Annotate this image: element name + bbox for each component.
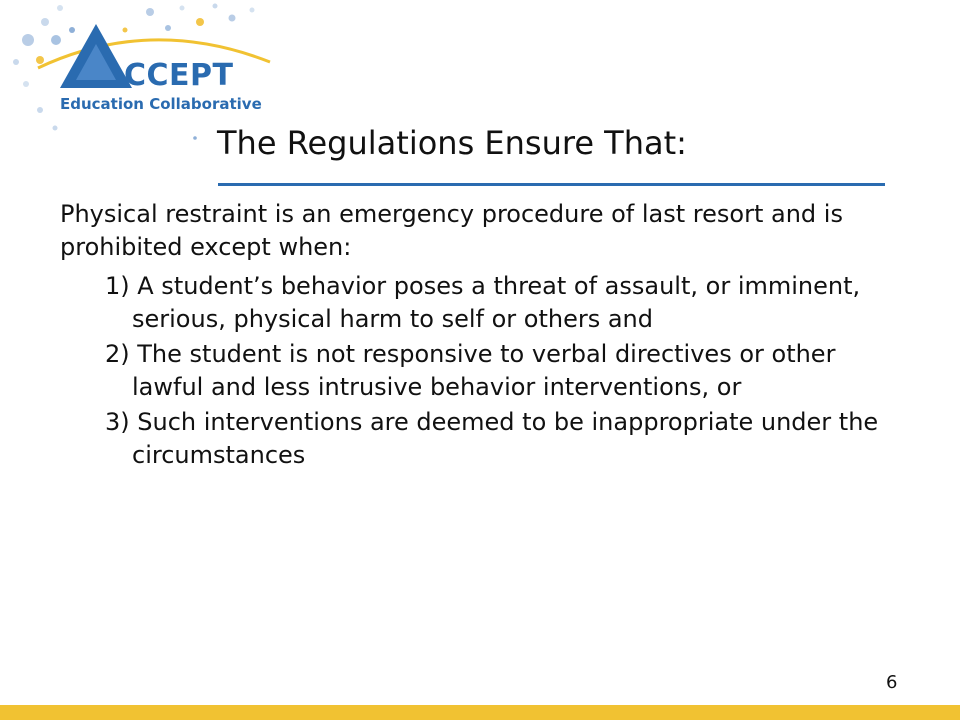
logo-subtitle: Education Collaborative	[60, 95, 262, 113]
footer-bar	[0, 705, 960, 720]
intro-paragraph: Physical restraint is an emergency procedure of last resort and is prohibited except when:	[60, 200, 843, 261]
condition-item-1: 1) A student’s behavior poses a threat of assault, or imminent, serious, physical harm to self or others and	[105, 272, 861, 333]
condition-item-2: 2) The student is not responsive to verbal directives or other lawful and less intrusive behavior interventions, or	[105, 340, 836, 401]
title-divider	[218, 183, 885, 186]
condition-item-3: 3) Such interventions are deemed to be inappropriate under the circumstances	[105, 408, 879, 469]
condition-list	[60, 270, 910, 472]
slide-number: 6	[886, 672, 898, 693]
slide-title: The Regulations Ensure That:	[217, 124, 687, 162]
slide-body	[60, 198, 910, 474]
logo-wordmark: CCEPT	[124, 58, 234, 93]
